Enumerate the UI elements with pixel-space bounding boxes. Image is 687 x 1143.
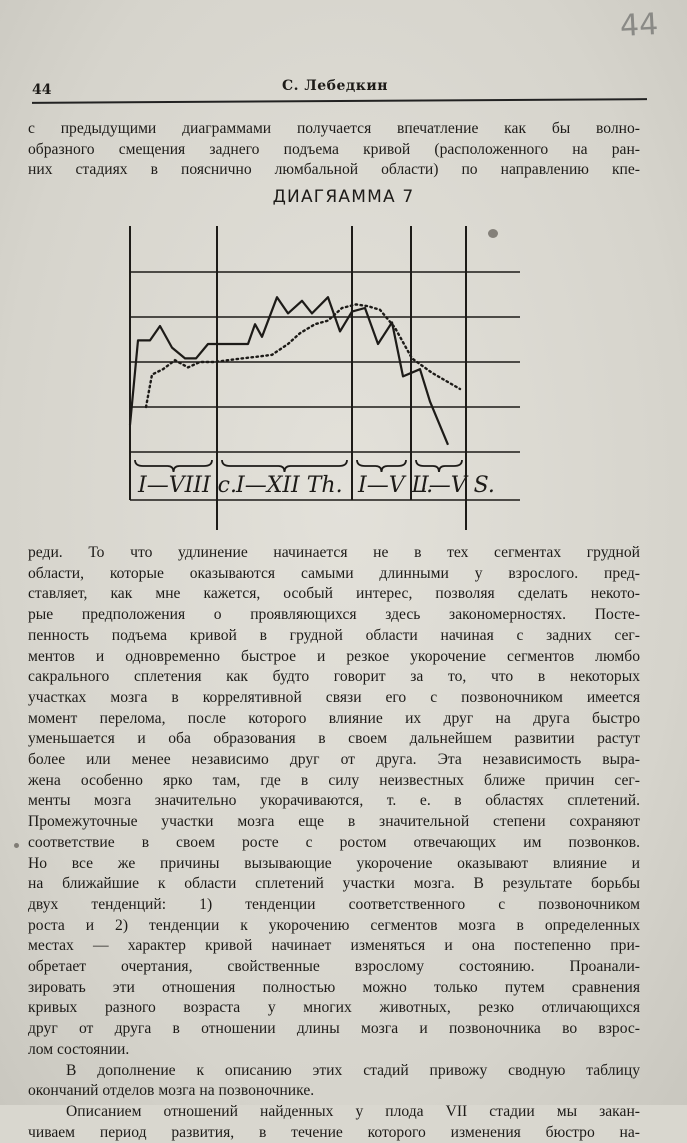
series-dotted-line <box>146 304 460 407</box>
segment-brace <box>135 460 212 472</box>
text-line: Промежуточные участки мозга еще в значительной степени сохраняют <box>28 813 640 831</box>
ink-stain <box>488 229 498 238</box>
segment-labels <box>137 473 495 498</box>
running-head: С. Лебедкин <box>282 78 388 94</box>
text-line: Описанием отношений найденных у плода VII стадии мы закан- <box>66 1102 640 1120</box>
text-line: области, которые оказываются самыми длинными у взрослого. пред- <box>28 564 640 582</box>
text-line: них стадиях в пояснично люмбальной области) по направлению кпе- <box>28 161 640 179</box>
segment-braces <box>135 460 462 472</box>
segment-label: I—VIII c. <box>138 473 237 498</box>
archive-page-mark: 44 <box>619 7 660 44</box>
text-line: двух тенденций: 1) тенденции соответственного с позвоночником <box>28 895 640 913</box>
segment-brace <box>416 460 462 472</box>
text-line: чиваем период развития, в течение которого изменения бюстро на- <box>28 1123 640 1141</box>
text-line: ментов и одновременно быстрое и резкое укорочение сегментов люмбо <box>28 647 640 665</box>
text-line: на ближайшие к области сплетений участки мозга. В результате борьбы <box>28 875 640 893</box>
diagram-title: ДИАГЯАММА 7 <box>272 187 415 207</box>
text-line: друг от друга в отношении длины мозга и позвоночника во взрос- <box>28 1020 640 1038</box>
text-line: пенность подъема кривой в грудной области начиная с задних сег- <box>28 626 640 644</box>
segment-label: I—V S. <box>420 473 495 498</box>
text-line: сакрального сплетения как будто говорит за то, что в некоторых <box>28 668 640 686</box>
text-line: момент перелома, после которого влияние их друг на друга быстро <box>28 709 640 727</box>
segment-brace <box>222 460 347 472</box>
paragraph-body <box>28 543 640 1143</box>
text-line: соответствие в своем росте с ростом отвечающих им позвонков. <box>28 833 640 851</box>
segment-brace <box>357 460 406 472</box>
text-line: зировать эти отношения полностью можно только путем сравнения <box>28 978 640 996</box>
segment-label: I—XII Th. <box>236 473 343 498</box>
page-number: 44 <box>32 82 52 98</box>
text-line: участках мозга в коррелятивной связи его с позвоночником имеется <box>28 688 640 706</box>
ink-stain <box>14 843 19 848</box>
text-line: лом состоянии. <box>28 1040 130 1058</box>
text-line: роста и 2) тенденции к укорочению сегментов мозга в определенных <box>28 916 640 934</box>
text-line: В дополнение к описанию этих стадий привожу сводную таблицу <box>66 1061 640 1079</box>
text-line: ставляет, как мне кажется, особый интерес, позволяя сделать некото- <box>28 585 640 603</box>
text-line: местах — характер кривой начинает изменяться и она постепенно при- <box>28 937 640 955</box>
text-line: образного смещения заднего подъема кривой (расположенного на ран- <box>28 140 640 158</box>
text-line: реди. То что удлинение начинается не в тех сегментах грудной <box>28 544 640 561</box>
segment-label: I—V L. <box>358 473 434 498</box>
diagram-7-chart <box>0 0 687 545</box>
series-solid-line <box>130 297 448 445</box>
text-line: более или менее независимо друг от друга. Эта независимость выра- <box>28 751 640 769</box>
text-line: рые предположения о проявляющихся здесь закономерностях. Посте- <box>28 606 640 624</box>
text-line: кривых разного возраста у многих животных, резко отличающихся <box>28 999 640 1017</box>
text-line: уменьшается и оба образования в своем дальнейшем развитии растут <box>28 730 640 748</box>
text-line: жена особенно ярко там, где в силу неизвестных ближе причин сег- <box>28 771 640 789</box>
text-line: менты мозга значительно укорачиваются, т. е. в областях сплетений. <box>28 792 640 810</box>
text-line: Но все же причины вызывающие укорочение оказывают влияние и <box>28 854 640 872</box>
text-line: обретает очертания, свойственные взрослому состоянию. Проанали- <box>28 958 640 976</box>
text-line: с предыдущими диаграммами получается впечатление как бы волно- <box>28 120 640 137</box>
text-line: окончаний отделов мозга на позвоночнике. <box>28 1082 315 1100</box>
